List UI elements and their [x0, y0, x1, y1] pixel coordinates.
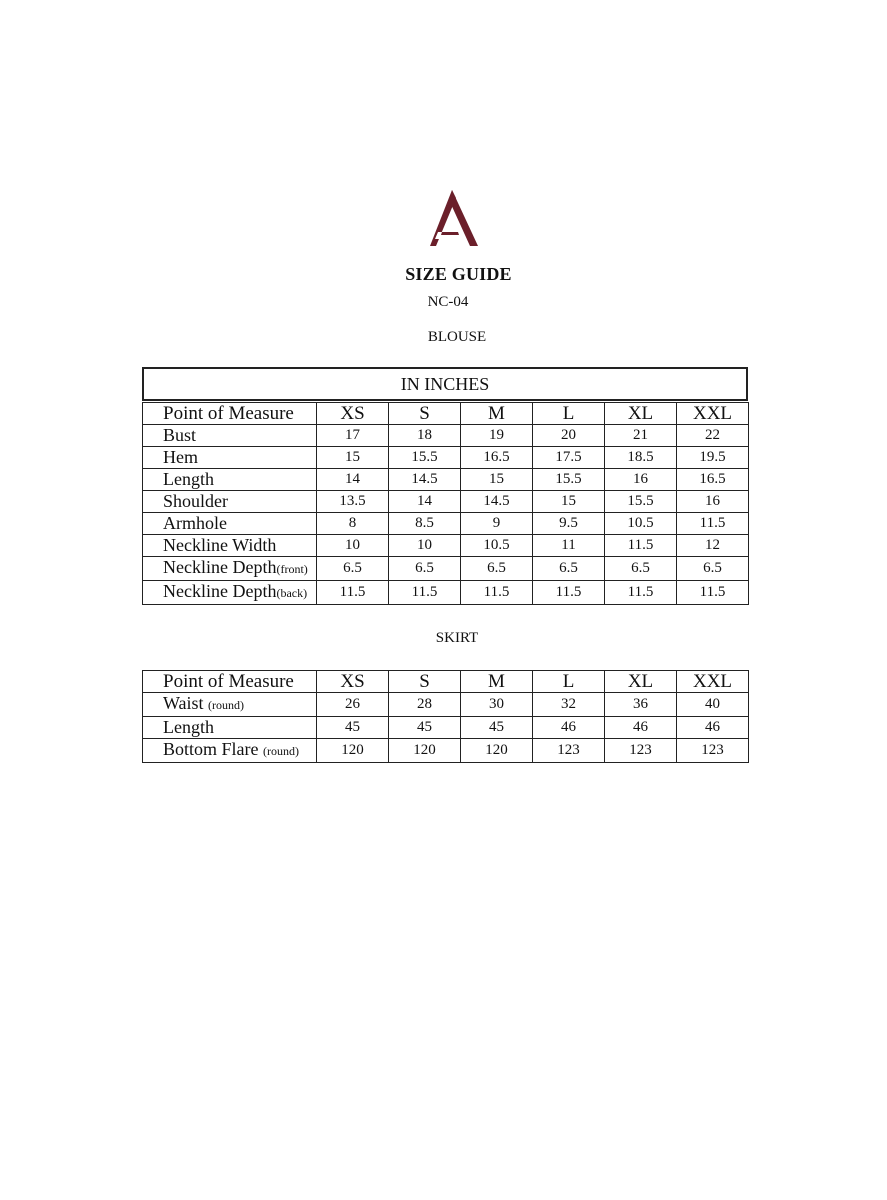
table-cell: 9 — [461, 513, 533, 535]
table-row — [143, 581, 749, 605]
table-cell: 8.5 — [389, 513, 461, 535]
row-label-text: Length — [163, 469, 214, 489]
table-row — [143, 513, 749, 535]
table-cell: 11.5 — [605, 535, 677, 557]
column-header: S — [389, 403, 461, 425]
row-label — [143, 513, 317, 535]
row-label-text: Bust — [163, 425, 197, 445]
column-header: XS — [317, 671, 389, 693]
table-cell: 16 — [605, 469, 677, 491]
row-label — [143, 425, 317, 447]
table-row — [143, 425, 749, 447]
column-header: XL — [605, 671, 677, 693]
table-cell: 15 — [533, 491, 605, 513]
column-header: M — [461, 403, 533, 425]
column-header: M — [461, 671, 533, 693]
table-cell: 10 — [317, 535, 389, 557]
a-logo-icon — [428, 190, 480, 246]
product-code: NC-04 — [427, 294, 469, 310]
row-label-text: Neckline Width — [163, 535, 277, 555]
row-label-text: Bottom Flare — [163, 739, 259, 759]
table-cell: 8 — [317, 513, 389, 535]
table-cell: 123 — [677, 739, 749, 763]
table-cell: 15 — [461, 469, 533, 491]
table-cell: 6.5 — [461, 557, 533, 581]
table-cell: 16.5 — [461, 447, 533, 469]
table-cell: 32 — [533, 693, 605, 717]
table-cell: 120 — [461, 739, 533, 763]
table-cell: 11.5 — [317, 581, 389, 605]
row-label — [143, 717, 317, 739]
row-label-qualifier: (front) — [276, 562, 308, 576]
table-cell: 10.5 — [605, 513, 677, 535]
column-header: L — [533, 671, 605, 693]
table-cell: 18.5 — [605, 447, 677, 469]
table-cell: 6.5 — [317, 557, 389, 581]
table-cell: 11.5 — [533, 581, 605, 605]
unit-label: IN INCHES — [142, 367, 748, 401]
table-cell: 15 — [317, 447, 389, 469]
table-cell: 120 — [389, 739, 461, 763]
section-title-skirt: SKIRT — [435, 630, 479, 646]
table-cell: 30 — [461, 693, 533, 717]
table-cell: 12 — [677, 535, 749, 557]
table-cell: 45 — [389, 717, 461, 739]
table-cell: 6.5 — [605, 557, 677, 581]
table-cell: 18 — [389, 425, 461, 447]
table-cell: 6.5 — [533, 557, 605, 581]
skirt-size-table — [142, 670, 749, 763]
row-label — [143, 469, 317, 491]
table-cell: 20 — [533, 425, 605, 447]
row-label — [143, 491, 317, 513]
table-row — [143, 717, 749, 739]
table-cell: 123 — [605, 739, 677, 763]
table-cell: 9.5 — [533, 513, 605, 535]
table-row — [143, 447, 749, 469]
row-label-text: Neckline Depth — [163, 581, 277, 601]
table-cell: 46 — [677, 717, 749, 739]
row-label — [143, 447, 317, 469]
table-cell: 28 — [389, 693, 461, 717]
column-header: XXL — [677, 403, 749, 425]
table-cell: 123 — [533, 739, 605, 763]
table-header-row — [143, 403, 749, 425]
row-label — [143, 739, 317, 763]
table-cell: 11.5 — [389, 581, 461, 605]
column-header: S — [389, 671, 461, 693]
table-cell: 14 — [389, 491, 461, 513]
row-label-qualifier: (round) — [208, 698, 245, 712]
table-cell: 11.5 — [677, 581, 749, 605]
row-label-text: Waist — [163, 693, 204, 713]
table-cell: 40 — [677, 693, 749, 717]
table-cell: 11.5 — [677, 513, 749, 535]
table-cell: 46 — [605, 717, 677, 739]
page-title: SIZE GUIDE — [405, 264, 512, 284]
table-cell: 19.5 — [677, 447, 749, 469]
table-cell: 19 — [461, 425, 533, 447]
row-label-qualifier: (round) — [263, 744, 299, 758]
table-cell: 14 — [317, 469, 389, 491]
table-row — [143, 557, 749, 581]
row-label-text: Armhole — [163, 513, 227, 533]
table-cell: 13.5 — [317, 491, 389, 513]
column-header: XS — [317, 403, 389, 425]
table-cell: 6.5 — [389, 557, 461, 581]
table-cell: 46 — [533, 717, 605, 739]
column-header: Point of Measure — [143, 403, 317, 425]
column-header: Point of Measure — [143, 671, 317, 693]
table-row — [143, 739, 749, 763]
table-row — [143, 469, 749, 491]
table-cell: 16.5 — [677, 469, 749, 491]
table-cell: 17 — [317, 425, 389, 447]
table-cell: 21 — [605, 425, 677, 447]
table-cell: 120 — [317, 739, 389, 763]
table-cell: 14.5 — [461, 491, 533, 513]
table-cell: 26 — [317, 693, 389, 717]
row-label — [143, 693, 317, 717]
row-label-text: Neckline Depth — [163, 557, 277, 577]
table-cell: 17.5 — [533, 447, 605, 469]
table-cell: 14.5 — [389, 469, 461, 491]
row-label-text: Shoulder — [163, 491, 228, 511]
table-header-row — [143, 671, 749, 693]
table-cell: 10 — [389, 535, 461, 557]
table-cell: 45 — [461, 717, 533, 739]
table-cell: 15.5 — [389, 447, 461, 469]
row-label — [143, 557, 317, 581]
table-cell: 16 — [677, 491, 749, 513]
table-row — [143, 491, 749, 513]
table-cell: 15.5 — [533, 469, 605, 491]
table-cell: 36 — [605, 693, 677, 717]
column-header: XXL — [677, 671, 749, 693]
table-cell: 11.5 — [461, 581, 533, 605]
table-cell: 11 — [533, 535, 605, 557]
table-cell: 15.5 — [605, 491, 677, 513]
table-cell: 11.5 — [605, 581, 677, 605]
row-label-text: Hem — [163, 447, 198, 467]
column-header: L — [533, 403, 605, 425]
table-cell: 6.5 — [677, 557, 749, 581]
table-row — [143, 693, 749, 717]
table-row — [143, 535, 749, 557]
table-cell: 10.5 — [461, 535, 533, 557]
column-header: XL — [605, 403, 677, 425]
blouse-size-table — [142, 402, 749, 605]
row-label — [143, 581, 317, 605]
table-cell: 22 — [677, 425, 749, 447]
row-label-text: Length — [163, 717, 214, 737]
row-label — [143, 535, 317, 557]
table-cell: 45 — [317, 717, 389, 739]
row-label-qualifier: (back) — [276, 586, 308, 600]
section-title-blouse: BLOUSE — [427, 329, 487, 345]
